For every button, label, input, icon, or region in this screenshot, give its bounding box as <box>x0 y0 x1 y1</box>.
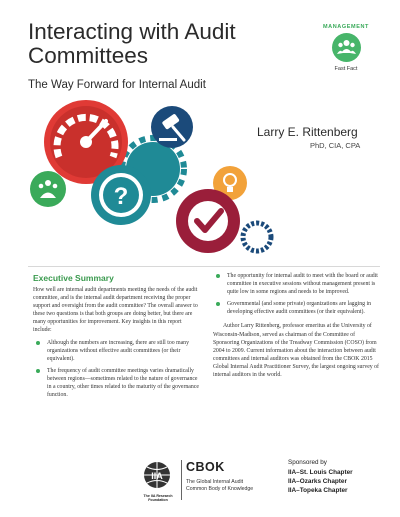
intro-paragraph: How well are internal audit departments meeting the needs of the audit committee, and is the internal audit department receiving the proper support and oversight from the audit committee? The overall answer to these two questions is that both groups are doing better, but there are many opportunities for improvement. Key insights in this report include: <box>33 287 198 334</box>
people-icon <box>30 171 66 207</box>
page-subtitle: The Way Forward for Internal Audit <box>28 79 206 91</box>
author-note: Author Larry Rittenberg, professor emeritus at the University of Wisconsin-Madison, served as chairman of the Committee of Sponsoring Organizations of the Treadway Commission (COSO) from 2004 to 2009. Current information about the interaction between audit committees and internal auditors was obtained from the CBOK 2015 Global Internal Audit Practitioner Survey, the largest ongoing survey of internal auditors in the world. <box>213 323 379 379</box>
executive-summary-heading: Executive Summary <box>33 273 114 283</box>
category-label: MANAGEMENT <box>322 24 370 30</box>
fast-fact-label: Fast Fact <box>334 66 358 72</box>
logo-divider <box>181 460 182 500</box>
list-item: Governmental (and some private) organizations are lagging in developing effective audit committees (or their equivalent). <box>213 300 381 316</box>
svg-text:?: ? <box>113 183 129 210</box>
cbok-logo: CBOK <box>186 460 225 474</box>
sponsored-by-label: Sponsored by <box>288 459 327 466</box>
question-icon <box>91 165 151 225</box>
page-title: Interacting with Audit Committees <box>28 19 236 68</box>
people-circle-icon <box>332 33 361 62</box>
list-item: The frequency of audit committee meetings varies dramatically between regions—sometimes related to the nature of governance in a country, other times related to the maturity of the governance function. <box>33 367 201 399</box>
author-credentials: PhD, CIA, CPA <box>310 141 361 150</box>
cbok-tagline-line1: The Global Internal Audit <box>186 479 244 485</box>
list-item: The opportunity for internal audit to meet with the board or audit committee in executive sessions without management present is quite low in some regions and needs to be improved. <box>213 272 381 296</box>
sponsor-chapter: IIA–Ozarks Chapter <box>288 478 347 485</box>
left-column <box>33 286 201 403</box>
checkmark-icon <box>176 189 240 253</box>
right-column <box>213 272 381 383</box>
sponsor-chapter: IIA–Topeka Chapter <box>288 487 348 494</box>
sponsor-chapter: IIA–St. Louis Chapter <box>288 469 353 476</box>
svg-text:IIA: IIA <box>151 471 163 481</box>
section-divider <box>28 266 380 267</box>
insights-list <box>33 339 201 400</box>
author-name: Larry E. Rittenberg <box>257 125 358 139</box>
list-item: Although the numbers are increasing, there are still too many organizations without effective audit committees (or their equivalent). <box>33 339 201 363</box>
hero-illustration <box>26 97 274 257</box>
gavel-icon <box>151 106 193 148</box>
ring-gear-icon <box>243 223 271 251</box>
insights-list-continued <box>213 272 381 316</box>
iia-foundation-label: The IIA Research Foundation <box>143 494 173 503</box>
cbok-tagline-line2: Common Body of Knowledge <box>186 486 254 492</box>
